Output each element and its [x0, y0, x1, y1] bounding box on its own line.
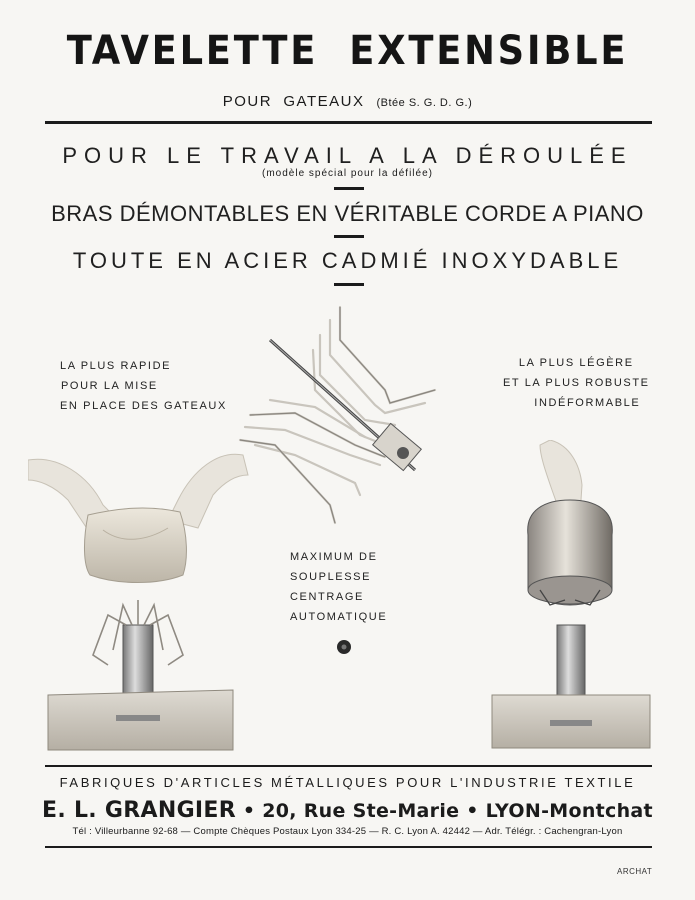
separator-dash	[334, 283, 364, 286]
patent-note: (Btée S. G. D. G.)	[376, 97, 473, 109]
separator-dash	[334, 187, 364, 190]
header-rule	[45, 121, 652, 124]
caption-right-line: ET LA PLUS ROBUSTE	[503, 377, 650, 389]
company-address: • 20, Rue Ste-Marie • LYON-Montchat	[242, 800, 653, 822]
subtitle-line	[0, 93, 695, 110]
caption-middle-line: MAXIMUM DE	[290, 551, 378, 563]
subtitle: POUR GATEAUX	[222, 93, 365, 110]
footer-tagline: FABRIQUES D'ARTICLES MÉTALLIQUES POUR L'INDUSTRIE TEXTILE	[59, 775, 636, 790]
separator-dash	[334, 235, 364, 238]
caption-middle-line: AUTOMATIQUE	[290, 611, 388, 623]
footer-rule-top	[45, 765, 652, 767]
feature-line-1: POUR LE TRAVAIL A LA DÉROULÉE	[62, 143, 633, 168]
feature-line-3: TOUTE EN ACIER CADMIÉ INOXYDABLE	[72, 248, 623, 273]
footer-contact-details: Tél : Villeurbanne 92-68 — Compte Chèques Postaux Lyon 334-25 — R. C. Lyon A. 42442 — Adr. Télégr. : Cachengran-Lyon	[72, 826, 623, 837]
hands-placing-cake-photo	[28, 450, 268, 755]
caption-left-line: POUR LA MISE	[61, 380, 158, 392]
feature-line-2: BRAS DÉMONTABLES EN VÉRITABLE CORDE A PIANO	[51, 201, 644, 226]
caption-left	[60, 356, 227, 416]
caption-middle-line: SOUPLESSE	[290, 571, 372, 583]
caption-left-line: LA PLUS RAPIDE	[60, 360, 172, 372]
footer-company-line	[0, 798, 695, 823]
printer-mark: ARCHAT	[617, 867, 653, 876]
caption-middle	[290, 547, 387, 627]
caption-middle-line: CENTRAGE	[290, 591, 364, 603]
footer-rule-bottom	[45, 846, 652, 848]
bullet-dot-icon	[336, 639, 352, 655]
company-name: E. L. GRANGIER	[42, 798, 236, 823]
caption-right-line: INDÉFORMABLE	[534, 397, 641, 409]
caption-right-line: LA PLUS LÉGÈRE	[518, 357, 634, 369]
feature-line-1-note: (modèle spécial pour la défilée)	[262, 168, 433, 179]
caption-left-line: EN PLACE DES GATEAUX	[60, 400, 227, 412]
hand-lifting-holder-photo	[480, 440, 660, 755]
tavelette-arms-illustration	[235, 295, 465, 530]
caption-right	[503, 353, 650, 413]
page-title: TAVELETTE EXTENSIBLE	[66, 28, 629, 74]
